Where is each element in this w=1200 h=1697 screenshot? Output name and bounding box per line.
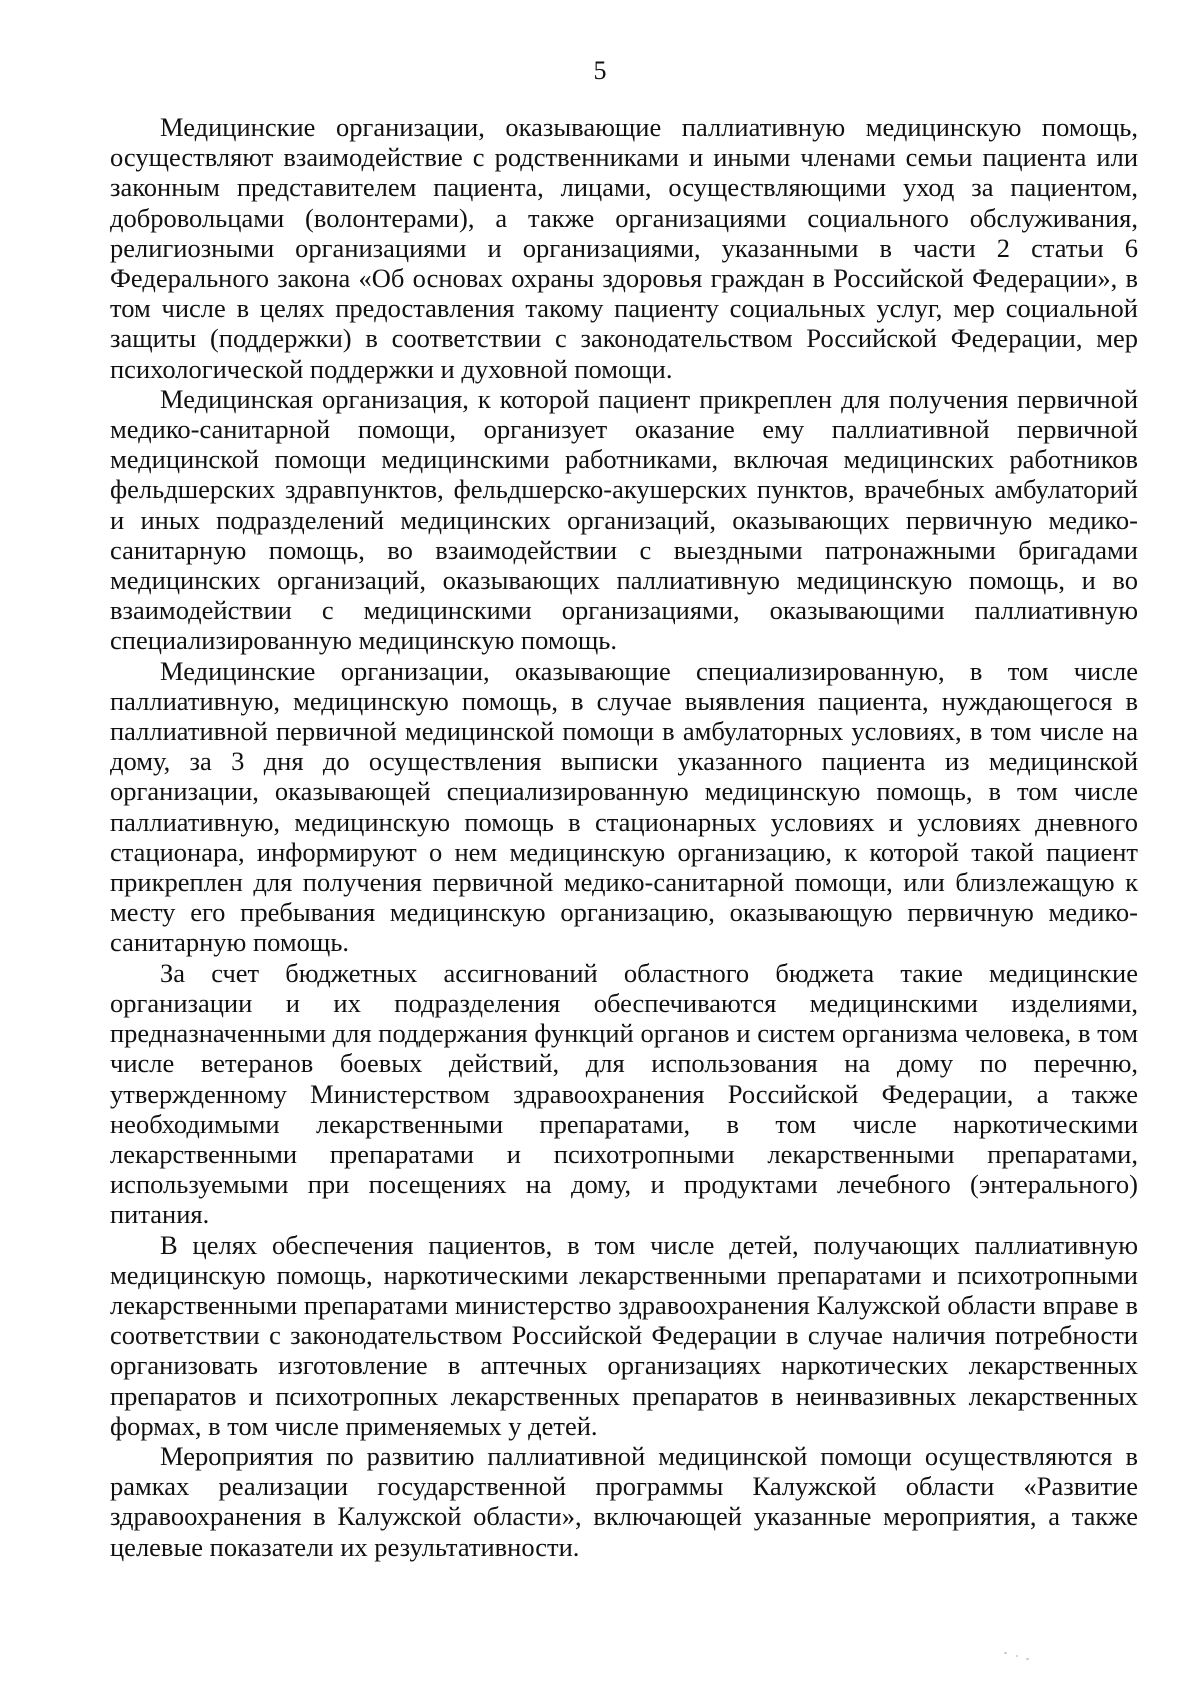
scan-speck (1016, 1655, 1018, 1657)
paragraph-palliative-interaction: Медицинские организации, оказывающие паллиативную медицинскую помощь, осуществляют взаимодействие с родственниками и иными членами семьи пациента или законным представителем пациента, лицами, осуществляющими уход за пациентом, добровольцами (волонтерами), а также организациями социального обслуживания, религиозными организациями и организациями, указанными в части 2 статьи 6 Федерального закона «Об основах охраны здоровья граждан в Российской Федерации», в том числе в целях предоставления такому пациенту социальных услуг, мер социальной защиты (поддержки) в соответствии с законодательством Российской Федерации, мер психологической поддержки и духовной помощи. (110, 112, 1138, 384)
paragraph-budget-funding: За счет бюджетных ассигнований областного бюджета такие медицинские организации и их подразделения обеспечиваются медицинскими изделиями, предназначенными для поддержания функций органов и систем организма человека, в том числе ветеранов боевых действий, для использования на дому по перечню, утвержденному Министерством здравоохранения Российской Федерации, а также необходимыми лекарственными препаратами, в том числе наркотическими лекарственными препаратами и психотропными лекарственными препаратами, используемыми при посещениях на дому, и продуктами лечебного (энтерального) питания. (110, 957, 1138, 1230)
page-number: 5 (593, 56, 607, 85)
document-body (110, 112, 1138, 1562)
scan-speck (1004, 1652, 1007, 1654)
paragraph-primary-care-organization: Медицинская организация, к которой пациент прикреплен для получения первичной медико-санитарной помощи, организует оказание ему паллиативной первичной медицинской помощи медицинскими работниками, включая медицинских работников фельдшерских здравпунктов, фельдшерско-акушерских пунктов, врачебных амбулаторий и иных подразделений медицинских организаций, оказывающих первичную медико-санитарную помощь, во взаимодействии с выездными патронажными бригадами медицинских организаций, оказывающих паллиативную медицинскую помощь, и во взаимодействии с медицинскими организациями, оказывающими паллиативную специализированную медицинскую помощь. (110, 383, 1138, 656)
paragraph-state-program: Мероприятия по развитию паллиативной медицинской помощи осуществляются в рамках реализации государственной программы Калужской области «Развитие здравоохранения в Калужской области», включающей указанные мероприятия, а также целевые показатели их результативности. (110, 1440, 1138, 1562)
paragraph-specialized-care-discharge: Медицинские организации, оказывающие специализированную, в том числе паллиативную, медицинскую помощь, в случае выявления пациента, нуждающегося в паллиативной первичной медицинской помощи в амбулаторных условиях, в том числе на дому, за 3 дня до осуществления выписки указанного пациента из медицинской организации, оказывающей специализированную медицинскую помощь, в том числе паллиативную, медицинскую помощь в стационарных условиях и условиях дневного стационара, информируют о нем медицинскую организацию, к которой такой пациент прикреплен для получения первичной медико-санитарной помощи, или близлежащую к месту его пребывания медицинскую организацию, оказывающую первичную медико-санитарную помощь. (110, 655, 1138, 958)
paragraph-drug-provision: В целях обеспечения пациентов, в том числе детей, получающих паллиативную медицинскую помощь, наркотическими лекарственными препаратами и психотропными лекарственными препаратами министерство здравоохранения Калужской области вправе в соответствии с законодательством Российской Федерации в случае наличия потребности организовать изготовление в аптечных организациях наркотических лекарственных препаратов и психотропных лекарственных препаратов в неинвазивных лекарственных формах, в том числе применяемых у детей. (110, 1229, 1138, 1441)
scan-speck (1026, 1658, 1029, 1660)
